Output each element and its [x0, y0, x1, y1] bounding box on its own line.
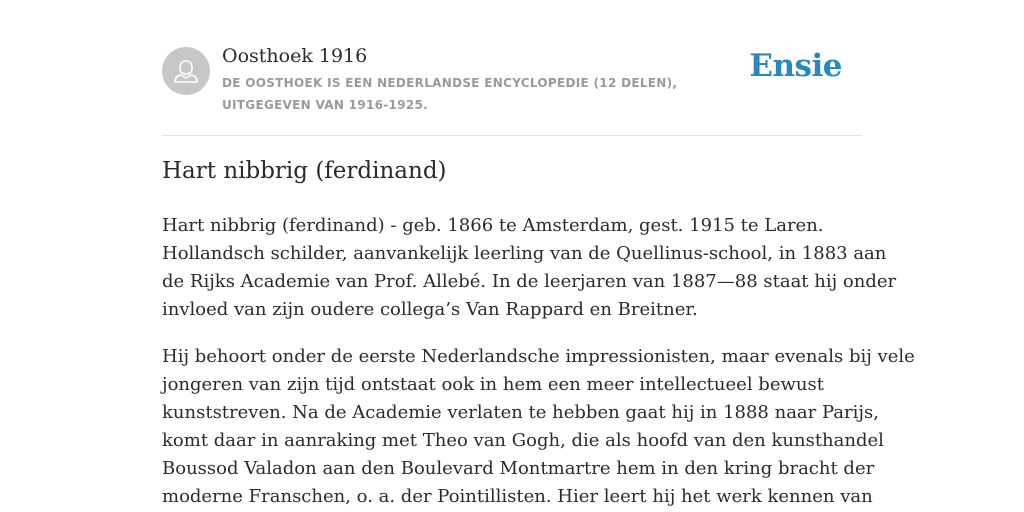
paragraph-line: jongeren van zijn tijd ontstaat ook in hem een meer intellectueel bewust: [162, 374, 824, 395]
article-paragraph-1: [162, 212, 897, 324]
paragraph-line: moderne Franschen, o. a. der Pointillisten. Hier leert hij het werk kennen van: [162, 486, 873, 507]
page-container: [162, 0, 915, 507]
paragraph-line: komt daar in aanraking met Theo van Gogh, die als hoofd van den kunsthandel: [162, 430, 884, 451]
article-paragraph-2: [162, 343, 915, 511]
paragraph-line: kunststreven. Na de Academie verlaten te hebben gaat hij in 1888 naar Parijs,: [162, 402, 879, 423]
source-header: [162, 0, 862, 136]
ensie-logo[interactable]: Ensie: [749, 48, 842, 84]
article-title: Hart nibbrig (ferdinand): [162, 158, 447, 184]
user-avatar-icon[interactable]: [162, 47, 210, 95]
paragraph-line: invloed van zijn oudere collega’s Van Rappard en Breitner.: [162, 299, 698, 320]
paragraph-line: Hij behoort onder de eerste Nederlandsche impressionisten, maar evenals bij vele: [162, 346, 915, 367]
paragraph-line: Boussod Valadon aan den Boulevard Montmartre hem in den kring bracht der: [162, 458, 875, 479]
source-description: DE OOSTHOEK IS EEN NEDERLANDSE ENCYCLOPEDIE (12 DELEN), UITGEGEVEN VAN 1916-1925.: [222, 76, 678, 112]
paragraph-line: Hart nibbrig (ferdinand) - geb. 1866 te Amsterdam, gest. 1915 te Laren.: [162, 215, 824, 236]
paragraph-line: de Rijks Academie van Prof. Allebé. In de leerjaren van 1887—88 staat hij onder: [162, 271, 897, 292]
paragraph-line: Hollandsch schilder, aanvankelijk leerling van de Quellinus-school, in 1883 aan: [162, 243, 887, 264]
source-title[interactable]: Oosthoek 1916: [222, 45, 368, 67]
